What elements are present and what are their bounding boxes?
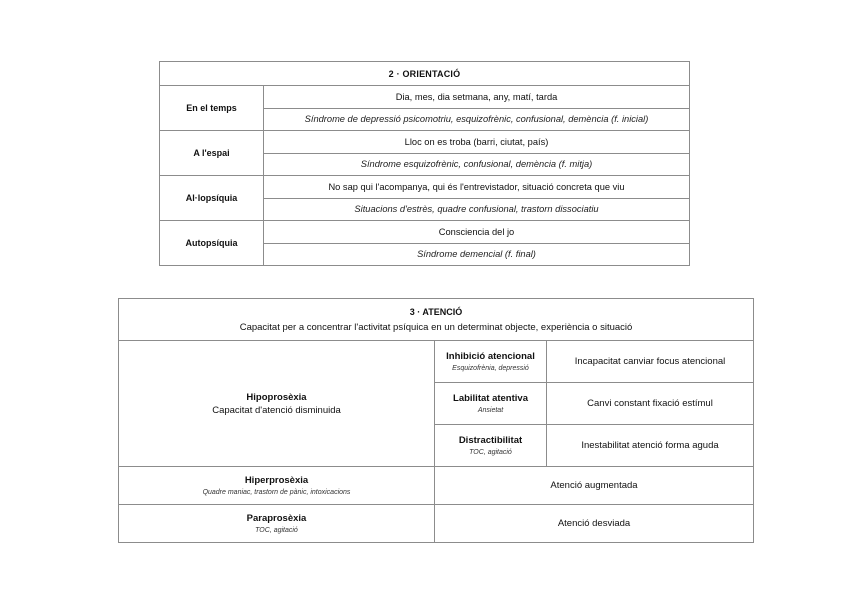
sub-labilitat-cell bbox=[435, 383, 547, 425]
orientacio-cause-temps: Síndrome de depressió psicomotriu, esquizofrènic, confusional, demència (f. inicial) bbox=[264, 108, 690, 131]
orientacio-label-temps: En el temps bbox=[160, 86, 264, 131]
atencio-table bbox=[118, 298, 754, 543]
hiperprosexia-cell bbox=[119, 467, 435, 505]
sub-inhibicio-cell bbox=[435, 341, 547, 383]
orientacio-desc-espai: Lloc on es troba (barri, ciutat, país) bbox=[264, 131, 690, 154]
hipoprosexia-cell bbox=[119, 341, 435, 467]
sub-distractibilitat-cell bbox=[435, 425, 547, 467]
hiperprosexia-note: Quadre maniac, trastorn de pànic, intoxicacions bbox=[202, 488, 351, 496]
orientacio-cause-allopsiquia: Situacions d'estrès, quadre confusional, trastorn dissociatiu bbox=[264, 198, 690, 221]
atencio-subtitle: Capacitat per a concentrar l'activitat psíquica en un determinat objecte, experiència o situació bbox=[239, 321, 633, 333]
orientacio-desc-allopsiquia: No sap qui l'acompanya, qui és l'entrevistador, situació concreta que viu bbox=[264, 176, 690, 199]
sub-distractibilitat-desc: Inestabilitat atenció forma aguda bbox=[547, 425, 754, 467]
sub-distractibilitat-name: Distractibilitat bbox=[458, 434, 523, 446]
hipoprosexia-name: Hipoprosèxia bbox=[246, 391, 307, 403]
paraprosexia-desc: Atenció desviada bbox=[435, 505, 754, 543]
sub-inhibicio-desc: Incapacitat canviar focus atencional bbox=[547, 341, 754, 383]
atencio-title: 3 · ATENCIÓ bbox=[409, 306, 463, 317]
sub-inhibicio-name: Inhibició atencional bbox=[446, 350, 535, 362]
sub-labilitat-desc: Canvi constant fixació estímul bbox=[547, 383, 754, 425]
hiperprosexia-desc: Atenció augmentada bbox=[435, 467, 754, 505]
paraprosexia-cell bbox=[119, 505, 435, 543]
hipoprosexia-desc: Capacitat d'atenció disminuida bbox=[212, 404, 341, 416]
sub-labilitat-note: Ansietat bbox=[477, 406, 504, 414]
orientacio-label-autopsiquia: Autopsíquia bbox=[160, 221, 264, 266]
sub-inhibicio-note: Esquizofrènia, depressió bbox=[452, 364, 529, 372]
orientacio-table bbox=[159, 61, 690, 266]
orientacio-desc-autopsiquia: Consciencia del jo bbox=[264, 221, 690, 244]
paraprosexia-name: Paraprosèxia bbox=[246, 512, 307, 524]
orientacio-label-espai: A l'espai bbox=[160, 131, 264, 176]
sub-labilitat-name: Labilitat atentiva bbox=[453, 392, 528, 404]
orientacio-cause-espai: Síndrome esquizofrènic, confusional, demència (f. mitja) bbox=[264, 153, 690, 176]
orientacio-cause-autopsiquia: Síndrome demencial (f. final) bbox=[264, 243, 690, 266]
orientacio-desc-temps: Dia, mes, dia setmana, any, matí, tarda bbox=[264, 86, 690, 109]
sub-distractibilitat-note: TOC, agitació bbox=[469, 448, 512, 456]
paraprosexia-note: TOC, agitació bbox=[255, 526, 298, 534]
orientacio-title: 2 · ORIENTACIÓ bbox=[160, 62, 690, 86]
orientacio-label-allopsiquia: Al·lopsíquia bbox=[160, 176, 264, 221]
atencio-header bbox=[119, 299, 754, 341]
hiperprosexia-name: Hiperprosèxia bbox=[244, 474, 309, 486]
